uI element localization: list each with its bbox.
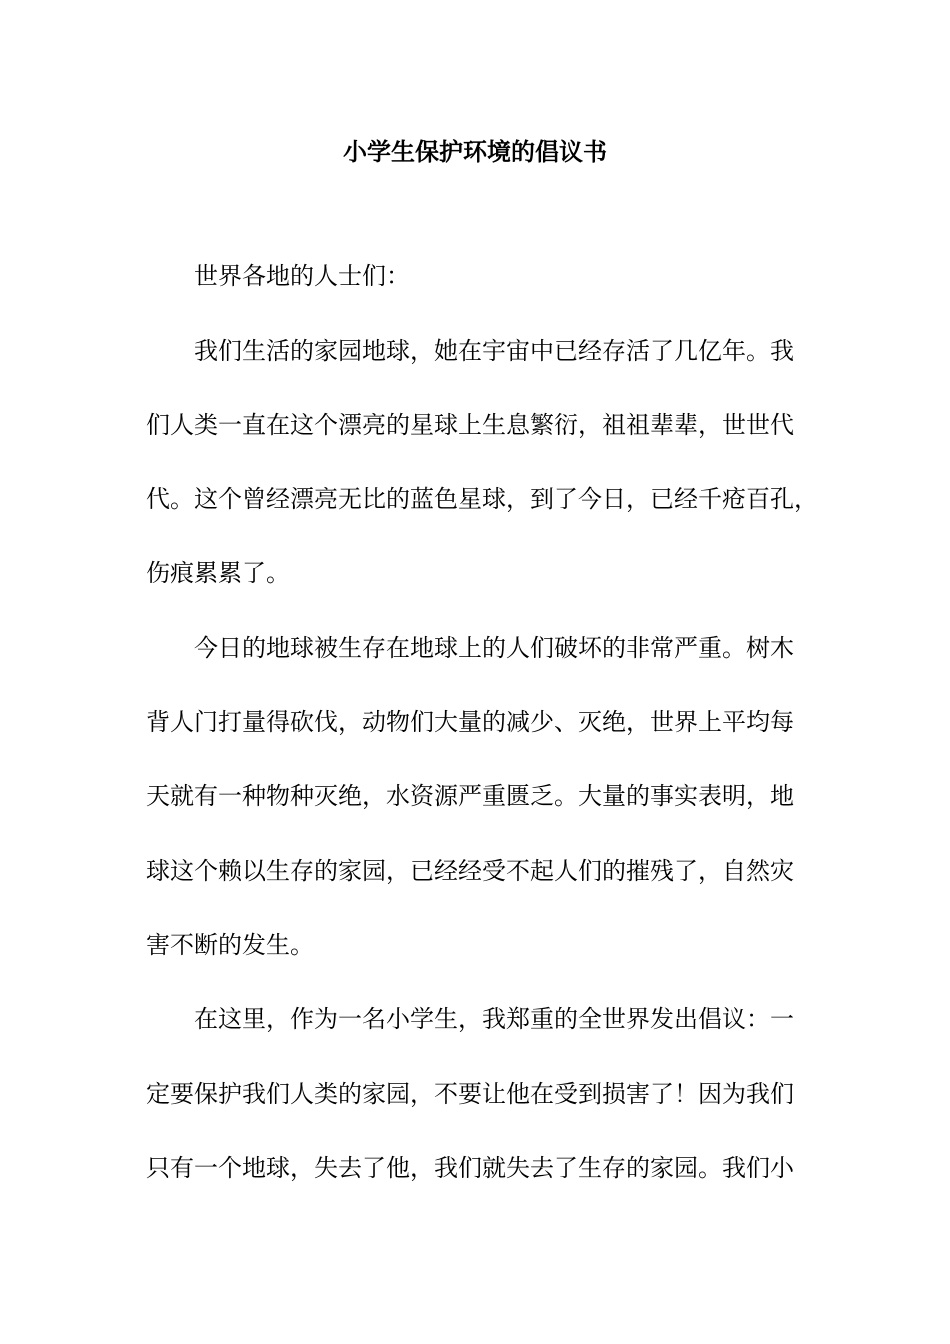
paragraph-1-line-3: 代。这个曾经漂亮无比的蓝色星球，到了今日，已经千疮百孔，: [146, 485, 818, 513]
paragraph-2-line-2: 背人门打量得砍伐，动物们大量的减少、灭绝，世界上平均每: [146, 708, 794, 736]
paragraph-2-line-3: 天就有一种物种灭绝，水资源严重匮乏。大量的事实表明，地: [146, 782, 794, 810]
paragraph-2-line-1: 今日的地球被生存在地球上的人们破坏的非常严重。树木: [194, 634, 794, 662]
paragraph-2-line-4: 球这个赖以生存的家园，已经经受不起人们的摧残了，自然灾: [146, 857, 794, 885]
document-title: 小学生保护环境的倡议书: [343, 137, 607, 166]
paragraph-1-line-4: 伤痕累累了。: [146, 559, 290, 587]
paragraph-1-line-1: 我们生活的家园地球，她在宇宙中已经存活了几亿年。我: [194, 337, 794, 365]
paragraph-1-line-2: 们人类一直在这个漂亮的星球上生息繁衍，祖祖辈辈，世世代: [146, 411, 794, 439]
salutation-line: 世界各地的人士们：: [194, 262, 410, 290]
paragraph-3-line-3: 只有一个地球，失去了他，我们就失去了生存的家园。我们小: [146, 1154, 794, 1182]
paragraph-2-line-5: 害不断的发生。: [146, 931, 314, 959]
paragraph-3-line-2: 定要保护我们人类的家园，不要让他在受到损害了！因为我们: [146, 1080, 794, 1108]
paragraph-3-line-1: 在这里，作为一名小学生，我郑重的全世界发出倡议：一: [194, 1005, 794, 1033]
